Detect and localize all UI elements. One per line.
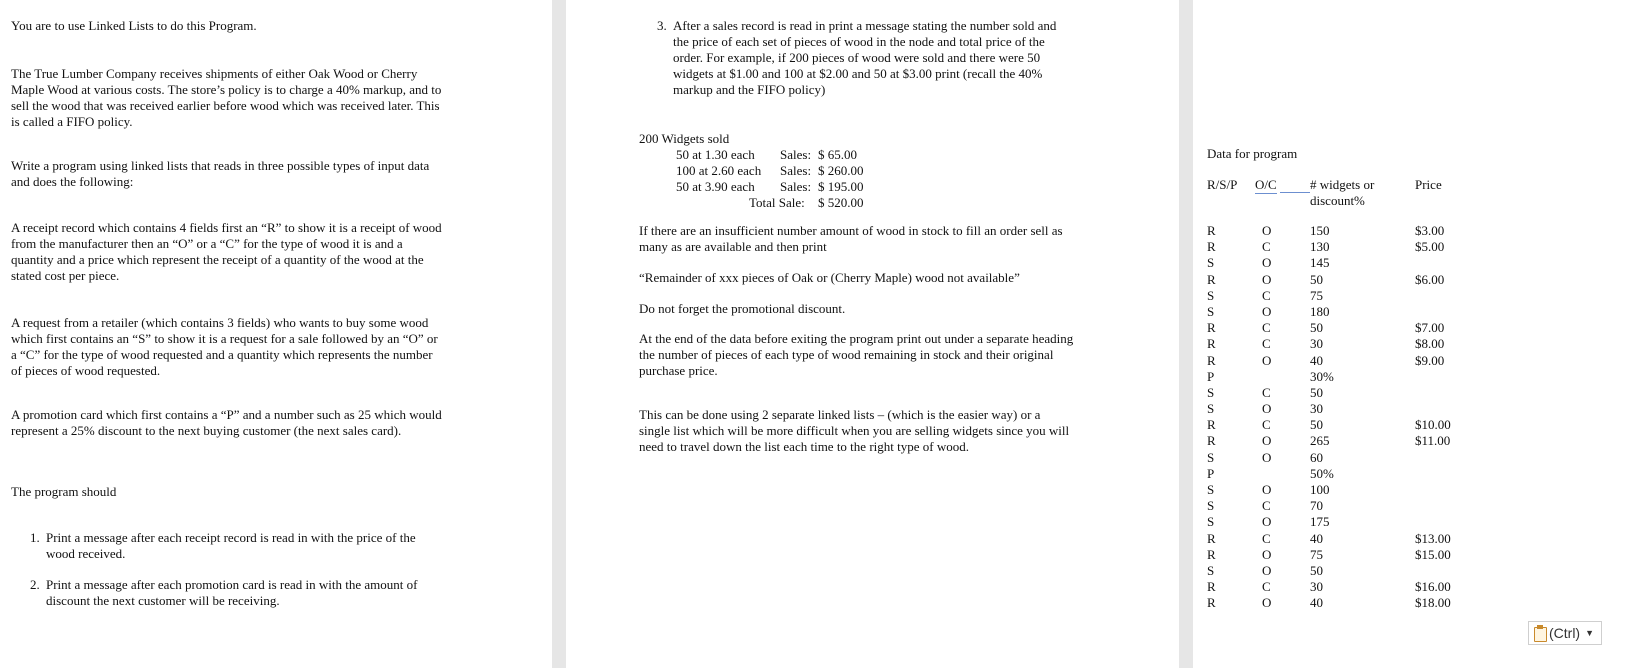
header-underline [1280, 177, 1310, 193]
quantity-cell: 50 [1310, 384, 1323, 400]
intro-text: You are to use Linked Lists to do this Program. [11, 18, 257, 33]
record-type-cell: R [1207, 530, 1216, 546]
total-amount: $ 520.00 [818, 195, 864, 210]
sale-label: Sales: [780, 147, 812, 162]
text-line: the price of each set of pieces of wood in the node and total price of the [673, 34, 1045, 49]
price-column [1415, 223, 1451, 612]
wood-type-cell: O [1262, 401, 1272, 417]
text-line: need to travel down the list each time to the right type of wood. [639, 439, 969, 454]
quantity-cell: 50 [1310, 562, 1323, 578]
price-cell: $3.00 [1415, 223, 1445, 238]
record-type-cell: S [1207, 482, 1215, 497]
header-price: Price [1415, 177, 1442, 192]
total-label: Total Sale: [749, 195, 805, 210]
wood-type-cell: O [1262, 449, 1272, 465]
wood-type-cell: C [1262, 530, 1271, 546]
wood-type-cell: C [1262, 320, 1271, 336]
quantity-cell: 180 [1310, 303, 1330, 319]
price-cell [1415, 450, 1451, 466]
paste-options-button[interactable] [1528, 621, 1602, 645]
price-cell [1415, 385, 1451, 401]
price-cell [1415, 304, 1451, 320]
text-line: Print a message after each receipt record is read in with the price of the [46, 530, 416, 545]
record-type-cell: P [1207, 368, 1215, 384]
quantity-cell: 50 [1310, 417, 1323, 433]
quantity-cell: 40 [1310, 595, 1323, 611]
price-cell: $9.00 [1415, 352, 1445, 368]
header-widgets: # widgets or [1310, 177, 1375, 192]
quantity-cell: 100 [1310, 482, 1330, 497]
price-cell [1415, 369, 1451, 385]
text-line: markup and the FIFO policy) [673, 82, 826, 97]
wood-type-cell: O [1262, 562, 1272, 578]
sale-example-row [676, 147, 876, 163]
qty-column [1310, 223, 1334, 612]
paste-options-label: (Ctrl) [1549, 625, 1581, 641]
example-header: 200 Widgets sold [639, 131, 730, 146]
price-cell: $8.00 [1415, 336, 1445, 352]
quantity-cell: 265 [1310, 433, 1330, 449]
document-page-1 [0, 0, 552, 668]
record-type-cell: S [1207, 449, 1215, 465]
wood-type-cell: O [1262, 595, 1272, 611]
paragraph-insufficient-stock [639, 223, 1063, 255]
sale-quantity: 50 at 3.90 each [676, 179, 755, 194]
sale-example-row [676, 163, 876, 179]
wood-type-cell [1262, 369, 1271, 385]
text-line: After a sales record is read in print a message stating the number sold and [673, 18, 1057, 33]
quantity-cell: 30 [1310, 401, 1323, 417]
text-line: discount the next customer will be receiving. [46, 593, 280, 608]
price-cell: $18.00 [1415, 595, 1451, 611]
paragraph-end-of-data [639, 331, 1073, 379]
text-line: A request from a retailer (which contains 3 fields) who wants to buy some wood [11, 315, 429, 330]
record-type-cell: R [1207, 417, 1216, 433]
text-line: This can be done using 2 separate linked lists – (which is the easier way) or a [639, 407, 1041, 422]
text-line: The True Lumber Company receives shipments of either Oak Wood or Cherry [11, 66, 418, 81]
data-title: Data for program [1207, 146, 1298, 161]
list-number: 2. [30, 577, 40, 592]
price-cell [1415, 466, 1451, 482]
quantity-cell: 50 [1310, 271, 1323, 287]
record-type-cell: S [1207, 287, 1215, 303]
record-type-cell: S [1207, 303, 1215, 319]
wood-type-cell: C [1262, 336, 1271, 352]
price-cell: $6.00 [1415, 271, 1445, 287]
document-page-3 [1193, 0, 1642, 668]
text-line: If there are an insufficient number amount of wood in stock to fill an order sell as [639, 223, 1063, 238]
price-cell [1415, 563, 1451, 579]
text-line: order. For example, if 200 pieces of wood were sold and there were 50 [673, 50, 1041, 65]
sale-label: Sales: [780, 179, 812, 194]
record-type-cell: R [1207, 546, 1216, 562]
wood-type-cell: C [1262, 498, 1271, 514]
wood-type-cell: O [1262, 352, 1272, 368]
price-cell [1415, 401, 1451, 417]
quantity-cell: 30% [1310, 368, 1334, 384]
paragraph-program-overview [11, 158, 429, 190]
list-number: 1. [30, 530, 40, 545]
text-line: which first contains an “S” to show it is a request for a sale followed by an “O” or [11, 331, 438, 346]
price-cell: $13.00 [1415, 530, 1451, 546]
record-type-cell: R [1207, 271, 1216, 287]
quantity-cell: 130 [1310, 239, 1330, 255]
text-line: single list which will be more difficult when you are selling widgets since you will [639, 423, 1070, 438]
text-line: Print a message after each promotion card is read in with the amount of [46, 577, 418, 592]
text-line: A promotion card which first contains a “P” and a number such as 25 which would [11, 407, 442, 422]
record-type-cell: S [1207, 384, 1215, 400]
record-type-cell: R [1207, 595, 1216, 611]
quantity-cell: 75 [1310, 287, 1323, 303]
price-cell [1415, 498, 1451, 514]
wood-type-cell: O [1262, 514, 1272, 530]
quantity-cell: 50 [1310, 320, 1323, 336]
text-line: At the end of the data before exiting the program print out under a separate heading [639, 331, 1074, 346]
text-line: from the manufacturer then an “O” or a “C” for the type of wood it is and a [11, 236, 403, 251]
price-cell [1415, 482, 1451, 498]
rsp-column [1207, 223, 1216, 612]
record-type-cell: R [1207, 223, 1216, 238]
wood-type-cell: C [1262, 287, 1271, 303]
text-line: and does the following: [11, 174, 134, 189]
quantity-cell: 60 [1310, 449, 1323, 465]
paragraph-linked-lists [639, 407, 1069, 455]
quantity-cell: 30 [1310, 336, 1323, 352]
program-should-heading: The program should [11, 484, 117, 499]
quantity-cell: 150 [1310, 223, 1330, 238]
quantity-cell: 70 [1310, 498, 1323, 514]
list-number: 3. [657, 18, 667, 33]
text-line: represent a 25% discount to the next buying customer (the next sales card). [11, 423, 402, 438]
quantity-cell: 40 [1310, 530, 1323, 546]
text-line: quantity and a price which represent the receipt of a quantity of the wood at the [11, 252, 424, 267]
text-line: A receipt record which contains 4 fields first an “R” to show it is a receipt of wood [11, 220, 442, 235]
paragraph-sale-request [11, 315, 438, 379]
wood-type-cell: O [1262, 271, 1272, 287]
text-line: wood received. [46, 546, 126, 561]
record-type-cell: S [1207, 514, 1215, 530]
wood-type-cell: C [1262, 579, 1271, 595]
quantity-cell: 175 [1310, 514, 1330, 530]
wood-type-cell: O [1262, 546, 1272, 562]
sale-amount: $ 195.00 [818, 179, 864, 194]
header-discount: discount% [1310, 193, 1365, 208]
record-type-cell: P [1207, 465, 1215, 481]
oc-column [1262, 223, 1271, 612]
paragraph-promotion-card [11, 407, 442, 439]
quantity-cell: 75 [1310, 546, 1323, 562]
sale-amount: $ 260.00 [818, 163, 864, 178]
price-cell: $10.00 [1415, 417, 1451, 433]
sale-quantity: 50 at 1.30 each [676, 147, 755, 162]
record-type-cell: R [1207, 579, 1216, 595]
record-type-cell: R [1207, 239, 1216, 255]
record-type-cell: R [1207, 320, 1216, 336]
quantity-cell: 30 [1310, 579, 1323, 595]
promo-reminder: Do not forget the promotional discount. [639, 301, 846, 316]
price-cell: $15.00 [1415, 546, 1451, 562]
record-type-cell: S [1207, 401, 1215, 417]
record-type-cell: R [1207, 433, 1216, 449]
price-cell [1415, 514, 1451, 530]
record-type-cell: S [1207, 255, 1215, 271]
sale-amount: $ 65.00 [818, 147, 857, 162]
price-cell: $5.00 [1415, 239, 1445, 255]
text-line: Maple Wood at various costs. The store’s policy is to charge a 40% markup, and to [11, 82, 442, 97]
sale-total-row [676, 195, 876, 211]
document-page-2 [566, 0, 1179, 668]
quantity-cell: 50% [1310, 465, 1334, 481]
text-line: Write a program using linked lists that reads in three possible types of input data [11, 158, 430, 173]
record-type-cell: S [1207, 498, 1215, 514]
quantity-cell: 40 [1310, 352, 1323, 368]
price-cell [1415, 288, 1451, 304]
paragraph-lumber-company [11, 66, 441, 130]
sale-label: Sales: [780, 163, 812, 178]
header-rsp: R/S/P [1207, 177, 1238, 192]
remainder-message: “Remainder of xxx pieces of Oak or (Cherry Maple) wood not available” [639, 270, 1020, 285]
price-cell: $7.00 [1415, 320, 1445, 336]
text-line: many as are available and then print [639, 239, 827, 254]
sale-example-row [676, 179, 876, 195]
text-line: the number of pieces of each type of wood remaining in stock and their original [639, 347, 1054, 362]
wood-type-cell: O [1262, 223, 1272, 238]
wood-type-cell: O [1262, 482, 1272, 497]
paragraph-receipt-record [11, 220, 442, 284]
sale-quantity: 100 at 2.60 each [676, 163, 762, 178]
wood-type-cell: C [1262, 384, 1271, 400]
wood-type-cell: C [1262, 239, 1271, 255]
wood-type-cell: O [1262, 255, 1272, 271]
wood-type-cell [1262, 466, 1271, 482]
wood-type-cell: O [1262, 303, 1272, 319]
text-line: widgets at $1.00 and 100 at $2.00 and 50 at $3.00 print (recall the 40% [673, 66, 1043, 81]
text-line: stated cost per piece. [11, 268, 120, 283]
header-oc: O/C [1255, 177, 1277, 192]
text-line: sell the wood that was received earlier before wood which was received later. This [11, 98, 440, 113]
chevron-down-icon: ▼ [1585, 628, 1595, 638]
text-line: of pieces of wood requested. [11, 363, 161, 378]
price-cell: $11.00 [1415, 433, 1451, 449]
wood-type-cell: O [1262, 433, 1272, 449]
record-type-cell: S [1207, 562, 1215, 578]
price-cell [1415, 255, 1451, 271]
record-type-cell: R [1207, 336, 1216, 352]
text-line: is called a FIFO policy. [11, 114, 133, 129]
record-type-cell: R [1207, 352, 1216, 368]
price-cell: $16.00 [1415, 579, 1451, 595]
wood-type-cell: C [1262, 417, 1271, 433]
text-line: purchase price. [639, 363, 718, 378]
quantity-cell: 145 [1310, 255, 1330, 271]
text-line: a “C” for the type of wood requested and a quantity which represents the number [11, 347, 433, 362]
clipboard-icon [1533, 625, 1547, 641]
